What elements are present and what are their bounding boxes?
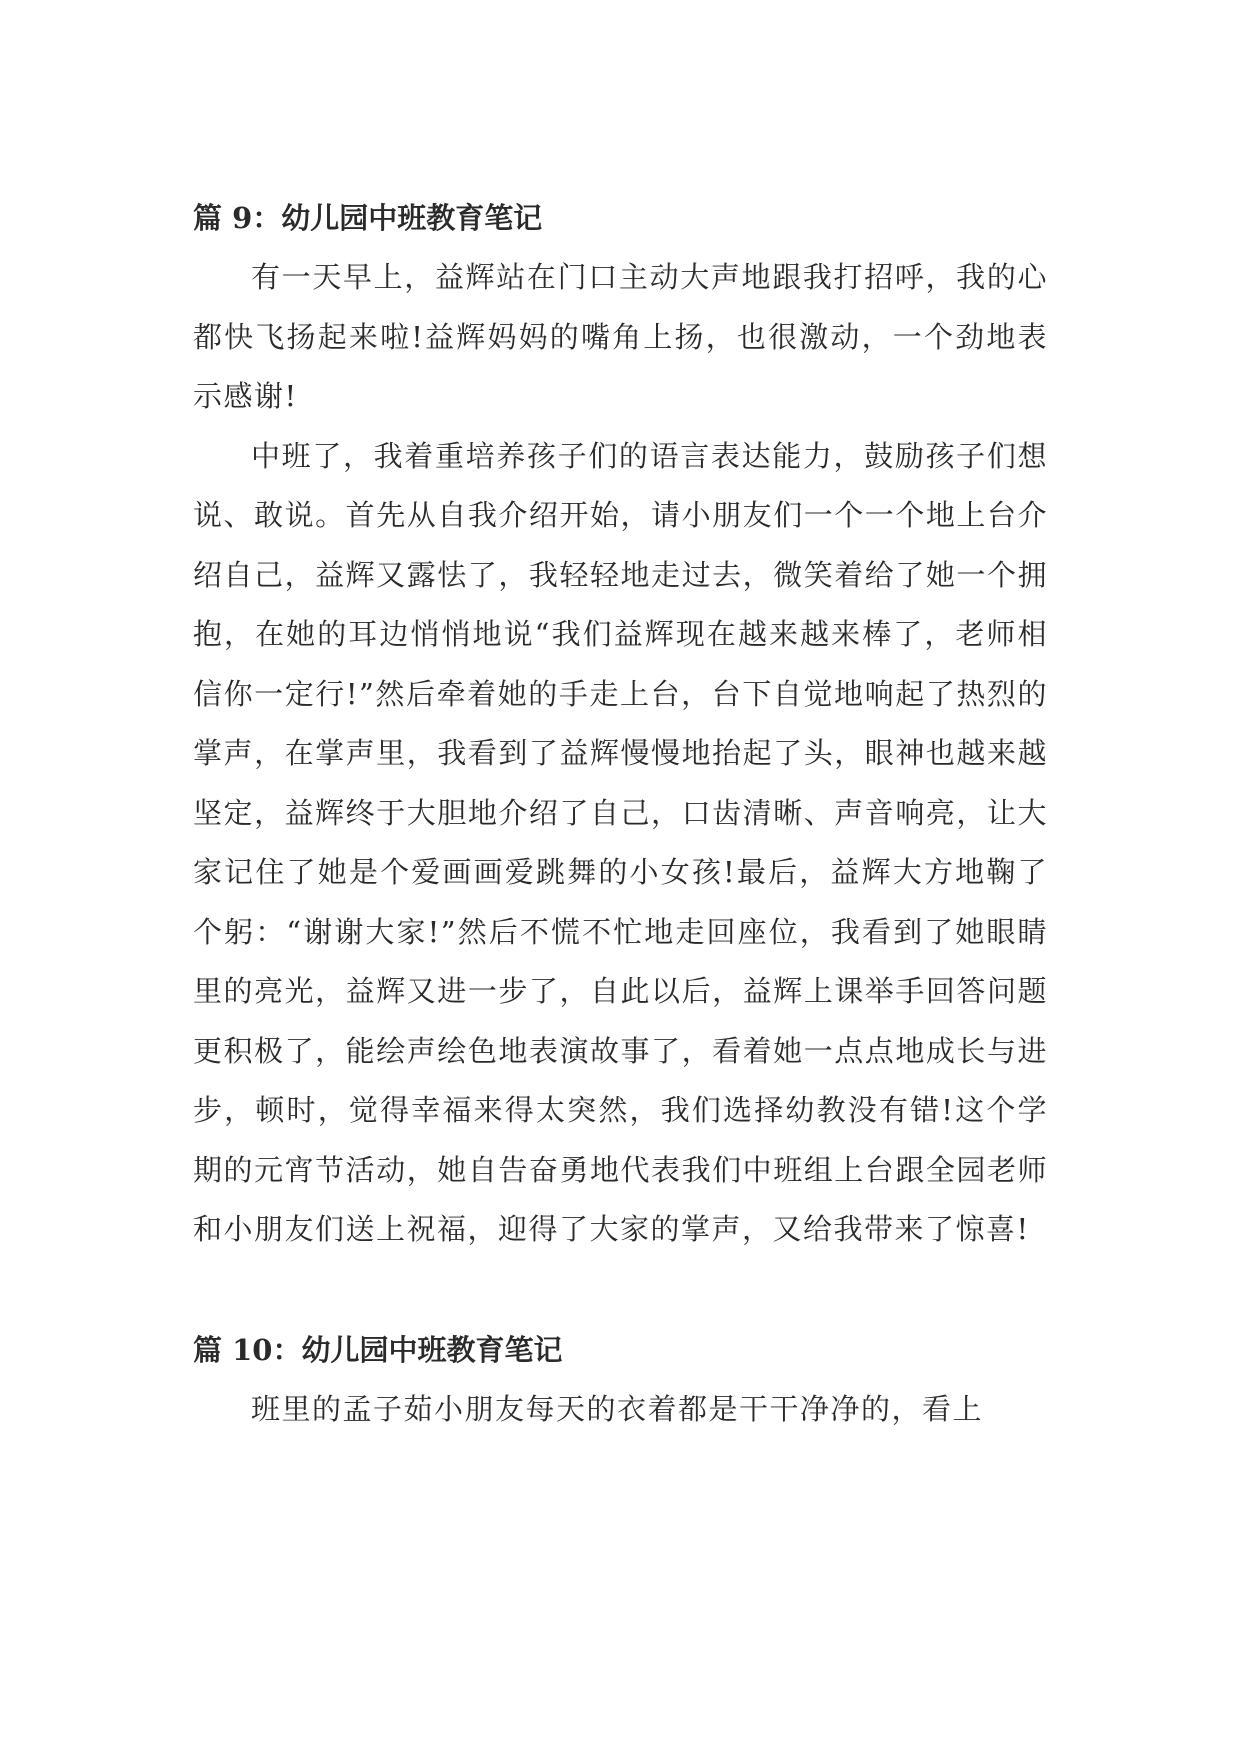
section-10-title: 篇 10：幼儿园中班教育笔记 bbox=[193, 1332, 563, 1367]
section-9-title: 篇 9：幼儿园中班教育笔记 bbox=[193, 201, 543, 235]
section-10-paragraph-1: 班里的孟子茹小朋友每天的衣着都是干干净净的，看上 bbox=[251, 1391, 984, 1426]
document-page bbox=[193, 188, 1048, 1439]
section-spacer bbox=[193, 1260, 1048, 1320]
section-9-paragraph-2: 中班了，我着重培养孩子们的语言表达能力，鼓励孩子们想说、敢说。首先从自我介绍开始，请小朋友们一个一个地上台介绍自己，益辉又露怯了，我轻轻地走过去，微笑着给了她一个拥抱，在她的耳边悄悄地说“我们益辉现在越来越来棒了，老师相信你一定行!”然后牵着她的手走上台，台下自觉地响起了热烈的掌声，在掌声里，我看到了益辉慢慢地抬起了头，眼神也越来越坚定，益辉终于大胆地介绍了自己，口齿清晰、声音响亮，让大家记住了她是个爱画画爱跳舞的小女孩!最后，益辉大方地鞠了个躬：“谢谢大家!”然后不慌不忙地走回座位，我看到了她眼睛里的亮光，益辉又进一步了，自此以后，益辉上课举手回答问题更积极了，能绘声绘色地表演故事了，看着她一点点地成长与进步，顿时，觉得幸福来得太突然，我们选择幼教没有错!这个学期的元宵节活动，她自告奋勇地代表我们中班组上台跟全园老师和小朋友们送上祝福，迎得了大家的掌声，又给我带来了惊喜! bbox=[193, 438, 1048, 1246]
section-9-paragraph-1: 有一天早上，益辉站在门口主动大声地跟我打招呼，我的心都快飞扬起来啦!益辉妈妈的嘴角上扬，也很激动，一个劲地表示感谢! bbox=[193, 260, 1048, 413]
